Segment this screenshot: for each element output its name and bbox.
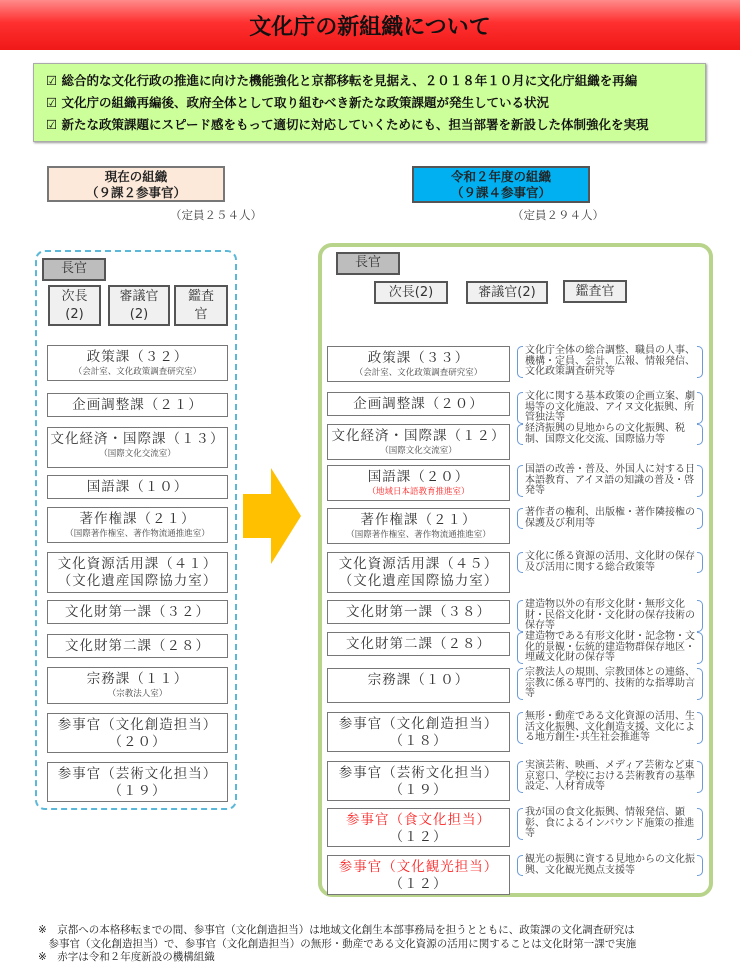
- division-duties: 宗教法人の規則、宗教団体との連絡、宗教に係る専門的、技術的な指導助言等: [517, 668, 703, 700]
- division-duties: 無形・動産である文化資源の活用、生活文化振興、文化創造支援、文化による地方創生･共生社会推進等: [517, 712, 703, 744]
- footnote: ※ 赤字は令和２年度新設の機構組織: [38, 951, 215, 963]
- division-duties: 文化庁全体の総合調整、職員の人事、機構・定員、会計、広報、情報発信、文化政策調査研究等: [517, 346, 703, 378]
- new-vice-commissioner: 次長(2): [374, 281, 448, 304]
- current-org-title: 現在の組織: [104, 169, 168, 184]
- label-cont: 官: [194, 306, 208, 322]
- division-box: [327, 808, 510, 847]
- summary-point: ☑ 文化庁の組織再編後、政府全体として取り組むべき新たな政策課題が発生している状況: [46, 95, 550, 110]
- count: (2): [129, 306, 149, 322]
- current-councillor: [108, 285, 170, 326]
- division-office: （宗教法人室）: [107, 689, 168, 699]
- division-name: 参事官（食文化担当）: [346, 812, 491, 828]
- division-box: [47, 762, 228, 802]
- division-name: 文化経済・国際課（１３）: [50, 431, 225, 447]
- division-box: [327, 600, 510, 624]
- division-duties: 我が国の食文化振興、情報発信、顕彰、食によるインバウンド施策の推進等: [517, 808, 703, 840]
- division-office: （会計室、文化政策調査研究室）: [73, 367, 202, 377]
- division-count: （１２）: [389, 876, 448, 892]
- page-title: 文化庁の新組織について: [249, 14, 491, 40]
- current-org-label: [47, 166, 225, 202]
- footnote: ※ 京都への本格移転までの間、参事官（文化創造担当）は地域文化創生本部事務局を担うとともに、政策課の文化調査研究は: [38, 924, 635, 936]
- division-box: [327, 668, 510, 703]
- current-inspector: [174, 285, 228, 326]
- label: 審議官: [119, 288, 159, 304]
- division-count: （文化遺産国際協力室）: [57, 573, 218, 589]
- new-org-title: 令和２年度の組織: [450, 169, 551, 184]
- division-count: （１８）: [389, 733, 448, 749]
- division-count: （２０）: [108, 734, 167, 750]
- division-box: [47, 507, 228, 543]
- division-duties: 文化に係る資源の活用、文化財の保存及び活用に関する総合政策等: [517, 552, 703, 573]
- division-office: （国際文化交流室）: [99, 449, 176, 459]
- division-office: （国際文化交流室）: [380, 446, 457, 456]
- division-box: [47, 393, 228, 417]
- division-name: 宗務課（１１）: [86, 671, 189, 687]
- division-duties: 国語の改善・普及、外国人に対する日本語教育、アイヌ語の知識の普及・啓発等: [517, 465, 703, 497]
- division-name: 参事官（芸術文化担当）: [57, 766, 218, 782]
- division-box: [47, 713, 228, 753]
- division-name: 政策課（３２）: [86, 349, 189, 365]
- division-duties: 文化に関する基本政策の企画立案、劇場等の文化施設、アイヌ文化振興、所管独法等: [517, 392, 703, 424]
- division-name: 参事官（文化創造担当）: [57, 717, 218, 733]
- division-name: 著作権課（２１）: [360, 512, 477, 528]
- division-box: [327, 552, 510, 593]
- label: 次長: [61, 288, 88, 304]
- division-name: 参事官（芸術文化担当）: [338, 765, 499, 781]
- division-box: [47, 552, 228, 593]
- current-org-count: （９課２参事官）: [85, 185, 186, 200]
- footnotes: [38, 924, 636, 965]
- division-box: [47, 600, 228, 624]
- division-name: 文化財第二課（２８）: [346, 635, 491, 652]
- division-office: （国際著作権室、著作物流通推進室）: [346, 530, 491, 540]
- summary-point: ☑ 新たな政策課題にスピード感をもって適切に対応していくためにも、担当部署を新設した体制強化を実現: [46, 117, 649, 132]
- summary-box: [33, 63, 706, 142]
- division-duties: 建造物である有形文化財・記念物・文化的景観・伝統的建造物群保存地区・埋蔵文化財の保存等: [517, 632, 703, 664]
- division-name: 企画調整課（２１）: [72, 396, 203, 413]
- division-duties: 建造物以外の有形文化財・無形文化財・民俗文化財・文化財の保存技術の保存等: [517, 600, 703, 632]
- count: (2): [65, 306, 84, 322]
- division-name: 文化財第二課（２８）: [65, 637, 210, 654]
- division-duties: 観光の振興に資する見地からの文化振興、文化観光拠点支援等: [517, 855, 703, 876]
- division-box: [47, 475, 228, 499]
- new-org-count: （９課４参事官）: [450, 185, 551, 200]
- division-box: [327, 392, 510, 416]
- division-name: 文化資源活用課（４５）: [338, 556, 499, 572]
- division-box: [47, 634, 228, 658]
- division-count: （１９）: [389, 782, 448, 798]
- division-name: 国語課（２０）: [367, 469, 470, 485]
- division-office: （国際著作権室、著作物流通推進室）: [65, 529, 210, 539]
- division-box: [47, 667, 228, 704]
- division-duties: 経済振興の見地からの文化振興、税制、国際文化交流、国際協力等: [517, 424, 703, 445]
- division-name: 文化資源活用課（４１）: [57, 556, 218, 572]
- new-commissioner: 長官: [336, 252, 400, 275]
- label: 鑑査: [187, 288, 214, 304]
- division-name: 政策課（３３）: [367, 350, 470, 366]
- division-name: 著作権課（２１）: [79, 511, 196, 527]
- division-count: （１２）: [389, 829, 448, 845]
- division-box: [327, 508, 510, 544]
- division-name: 文化財第一課（３２）: [65, 603, 210, 620]
- division-duties: 著作者の権利、出版権・著作隣接権の保護及び利用等: [517, 508, 703, 529]
- division-duties: 実演芸術、映画、メディア芸術など東京窓口、学校における芸術教育の基準設定、人材育成等: [517, 761, 703, 793]
- division-box: [327, 712, 510, 752]
- division-office: （地域日本語教育推進室）: [367, 487, 470, 497]
- division-name: 文化財第一課（３８）: [346, 603, 491, 620]
- division-box: [327, 632, 510, 656]
- division-box: [327, 346, 510, 382]
- division-box: [327, 424, 510, 460]
- new-inspector: 鑑査官: [563, 280, 627, 303]
- division-box: [327, 465, 510, 501]
- division-name: 参事官（文化創造担当）: [338, 716, 499, 732]
- division-box: [327, 761, 510, 801]
- new-staff: （定員２９４人）: [512, 208, 604, 222]
- division-box: [47, 427, 228, 468]
- division-count: （文化遺産国際協力室）: [338, 573, 499, 589]
- division-box: [47, 345, 228, 381]
- arrow-right-icon: [243, 468, 303, 564]
- division-name: 企画調整課（２０）: [353, 395, 484, 412]
- footnote: 参事官（文化創造担当）で、参事官（文化創造担当）の無形・動産である文化資源の活用に関することは文化財第一課で実施: [38, 937, 637, 950]
- division-office: （会計室、文化政策調査研究室）: [354, 368, 483, 378]
- division-box: [327, 855, 510, 895]
- page-header: [0, 0, 740, 50]
- summary-point: ☑ 総合的な文化行政の推進に向けた機能強化と京都移転を見据え、２０１８年１０月に文化庁組織を再編: [46, 73, 638, 88]
- current-commissioner: 長官: [42, 258, 106, 281]
- division-name: 参事官（文化観光担当）: [338, 859, 499, 875]
- division-name: 宗務課（１０）: [367, 672, 470, 688]
- new-councillor: 審議官(2): [466, 281, 548, 304]
- current-vice-commissioner: [48, 285, 101, 326]
- division-name: 文化経済・国際課（１２）: [331, 428, 506, 444]
- current-staff: （定員２５４人）: [170, 208, 262, 222]
- division-count: （１９）: [108, 783, 167, 799]
- new-org-label: [412, 166, 590, 203]
- division-name: 国語課（１０）: [86, 478, 189, 495]
